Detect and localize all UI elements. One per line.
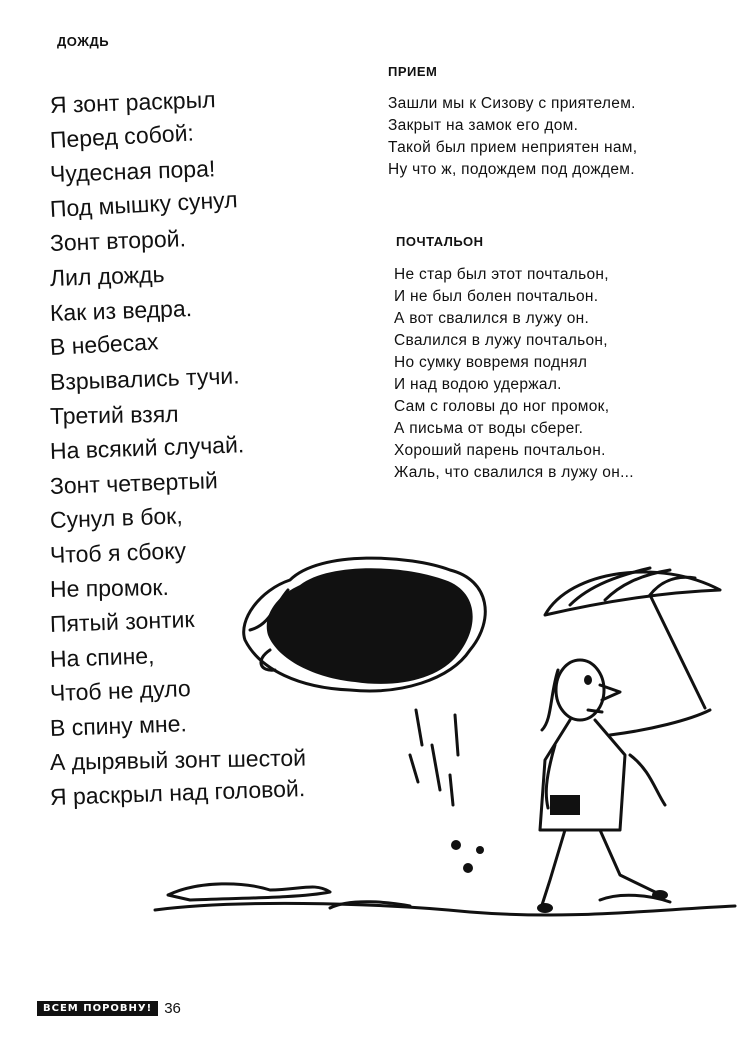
rain-illustration bbox=[150, 530, 742, 930]
rain-drop bbox=[450, 775, 453, 805]
poem-line: Чтоб не дуло bbox=[49, 675, 192, 707]
poem-line: Жаль, что свалился в лужу он... bbox=[394, 464, 634, 481]
postman-poem bbox=[394, 264, 634, 484]
poem-line: На спине, bbox=[49, 641, 155, 672]
page-footer bbox=[37, 1000, 181, 1017]
poem-line: Зонт четвертый bbox=[49, 466, 219, 499]
poem-line: Под мышку сунул bbox=[49, 185, 239, 222]
poem-line: Третий взял bbox=[49, 401, 179, 430]
poem-line: Хороший парень почтальон. bbox=[394, 442, 606, 459]
poem-line: Зашли мы к Сизову с приятелем. bbox=[388, 95, 636, 112]
man-shoe bbox=[652, 890, 668, 900]
poem-line: Ну что ж, подождем под дождем. bbox=[388, 161, 635, 178]
poem-line: В небесах bbox=[49, 328, 159, 361]
poem-line: Взрывались тучи. bbox=[49, 362, 240, 395]
poem-line: А вот свалился в лужу он. bbox=[394, 310, 590, 327]
rain-drop bbox=[432, 745, 440, 790]
man-leg-left bbox=[542, 830, 565, 905]
man-mouth bbox=[588, 710, 602, 712]
man-shoe bbox=[537, 903, 553, 913]
poem-line: Закрыт на замок его дом. bbox=[388, 117, 579, 134]
umbrella-handle bbox=[650, 595, 705, 708]
man-back-arm bbox=[630, 755, 665, 805]
man-eye bbox=[584, 675, 592, 685]
poem-line: Зонт второй. bbox=[49, 225, 187, 257]
poem-line: А письма от воды сберег. bbox=[394, 420, 584, 437]
puddle-splash bbox=[476, 846, 484, 854]
poem-line: Я зонт раскрыл bbox=[49, 86, 216, 118]
poem-line: Сунул в бок, bbox=[49, 502, 184, 534]
poem-line: В спину мне. bbox=[49, 709, 188, 741]
page-number: 36 bbox=[164, 1000, 181, 1017]
rain-cloud bbox=[267, 568, 473, 684]
man-hair bbox=[542, 670, 558, 730]
poem-line: Перед собой: bbox=[49, 119, 195, 153]
poem-line: Пятый зонтик bbox=[49, 605, 195, 637]
poem-line: Не промок. bbox=[49, 574, 170, 603]
poem-line: Такой был прием неприятен нам, bbox=[388, 139, 638, 156]
rain-drop bbox=[455, 715, 458, 755]
puddle-splash bbox=[451, 840, 461, 850]
rain-drop bbox=[410, 755, 418, 782]
man-arm-right bbox=[610, 710, 710, 735]
poem-line: Лил дождь bbox=[49, 260, 165, 291]
rain-drop bbox=[416, 710, 422, 745]
poem-line: И не был болен почтальон. bbox=[394, 288, 599, 305]
poem-line: Свалился в лужу почтальон, bbox=[394, 332, 608, 349]
poem-line: Я раскрыл над головой. bbox=[49, 774, 306, 810]
poem-line: Как из ведра. bbox=[49, 294, 193, 326]
poem-line: Чудесная пора! bbox=[49, 155, 216, 188]
mail-bag bbox=[550, 795, 580, 815]
poem-line: А дырявый зонт шестой bbox=[49, 744, 307, 776]
poem-line: Не стар был этот почтальон, bbox=[394, 266, 609, 283]
ground-line bbox=[155, 903, 735, 915]
reception-poem bbox=[388, 93, 637, 181]
man-leg-right bbox=[600, 830, 655, 892]
poem-line: И над водою удержал. bbox=[394, 376, 562, 393]
postman-poem-title: ПОЧТАЛЬОН bbox=[396, 234, 484, 249]
footer-badge: ВСЕМ ПОРОВНУ! bbox=[37, 1001, 158, 1016]
poem-line: Чтоб я сбоку bbox=[49, 536, 187, 568]
puddle-left bbox=[168, 884, 330, 900]
poem-line: Сам с головы до ног промок, bbox=[394, 398, 610, 415]
puddle-splash bbox=[463, 863, 473, 873]
reception-poem-title: ПРИЕМ bbox=[388, 64, 438, 79]
poem-line: Но сумку вовремя поднял bbox=[394, 354, 588, 371]
poem-line: На всякий случай. bbox=[49, 431, 245, 464]
rain-poem-title: ДОЖДЬ bbox=[57, 34, 110, 49]
